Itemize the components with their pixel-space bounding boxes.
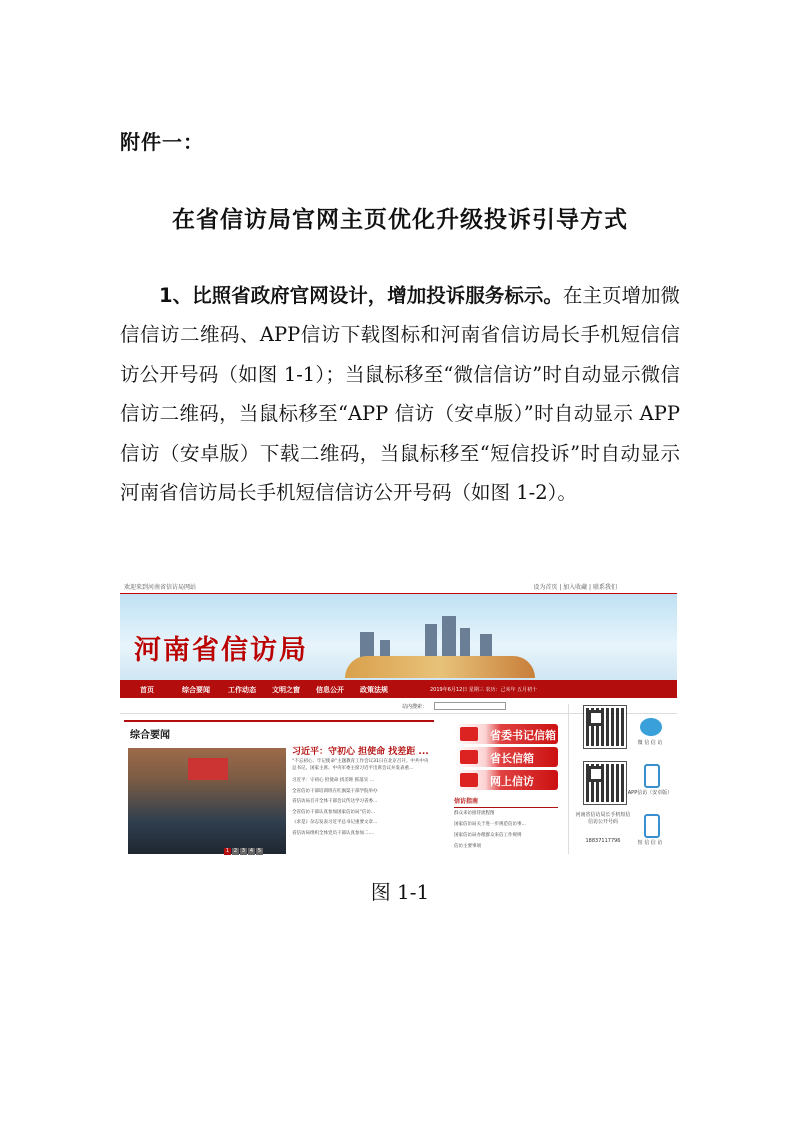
list-item[interactable]: 省信访局组织全体党员干部认真参加二.... [292,830,375,836]
list-item[interactable]: 全省信访干部认真参加国家信访局“信访... [292,809,376,815]
site-topbar [120,578,677,594]
list-item[interactable]: 国家信访局办理群众来信工作规则 [454,833,522,838]
pager-item[interactable]: 3 [241,848,246,854]
topbar-links[interactable]: 设为首页 | 加入收藏 | 联系我们 [533,584,617,591]
list-item[interactable]: 省信访局召开全体干部会议传达学习省委... [292,799,378,804]
welcome-text: 欢迎来到河南省信访局网站 [124,584,197,591]
website-screenshot-figure [120,578,677,861]
news-summary: “不忘初心、牢记使命”主题教育工作会议31日在北京召开。中共中央总书记、国家主席、中央军委主席习近平出席会议并发表重... [292,759,429,771]
news-list [292,746,432,839]
mailbox-online[interactable] [454,770,558,790]
app-label[interactable]: APP信访（安卓版） [627,790,673,796]
mailbox-governor[interactable] [454,747,558,767]
site-banner [120,594,677,680]
mailbox-label: 网上信访 [490,775,534,788]
building-dome-image [345,656,535,678]
list-item[interactable]: 全省信访干部培训班在红旗渠干部学院举办 [292,788,378,794]
mailbox-secretary[interactable] [454,724,558,744]
site-logo: 河南省信访局 [134,635,308,666]
wechat-qr-code [584,706,626,748]
mailbox-links [454,724,558,793]
pager-item[interactable]: 1 [225,848,230,854]
list-item[interactable]: 《求是》杂志发表习近平总书记重要文章... [292,820,378,825]
mailbox-label: 省委书记信箱 [490,729,556,742]
list-item[interactable]: 国家信访局关于进一步规范信访事... [454,822,526,827]
attachment-label: 附件一： [120,130,204,154]
figure-caption: 图 1-1 [370,880,430,904]
sms-label[interactable]: 短 信 信 访 [637,840,663,846]
news-section-title: 综合要闻 [130,730,170,741]
pager-item[interactable]: 4 [249,848,254,854]
search-input[interactable] [434,702,506,710]
sms-phone-number: 18837117796 [585,838,621,844]
envelope-icon [460,750,478,764]
search-label: 站内搜索： [402,704,428,710]
site-nav [120,680,677,698]
body-paragraph [120,276,680,512]
sms-phone-icon[interactable] [644,814,660,838]
nav-item[interactable]: 政策法规 [360,686,388,694]
paragraph-body: 在主页增加微信信访二维码、APP信访下载图标和河南省信访局长手机短信信访公开号码（如图 1-1）；当鼠标移至“微信信访”时自动显示微信信访二维码，当鼠标移至“APP 信访（安卓版）”时自动显示 APP 信访（安卓版）下载二维码，当鼠标移至“短信投诉”时自动显示河南省信访局长手机短信信访公开号码（如图 1-2）。 [120,284,680,505]
nav-item[interactable]: 信息公开 [316,686,344,694]
list-item[interactable]: 群众来访接待流程图 [454,811,495,816]
guide-title: 信访指南 [454,796,558,808]
guide-list [454,796,558,852]
paragraph-lead: 1、比照省政府官网设计，增加投诉服务标示。 [159,284,563,307]
mailbox-label: 省长信箱 [490,752,534,765]
wechat-icon[interactable] [640,718,662,736]
app-qr-code [584,762,626,804]
phone-icon[interactable] [644,764,660,788]
nav-item[interactable]: 工作动态 [228,686,256,694]
pager-item[interactable]: 2 [233,848,238,854]
nav-item[interactable]: 首页 [140,686,154,694]
list-item[interactable]: 习近平：守初心 担使命 找差距 抓落实 ... [292,778,375,783]
envelope-icon [460,727,478,741]
nav-item[interactable]: 文明之窗 [272,686,300,694]
photo-pager [224,848,264,855]
wechat-label[interactable]: 微 信 信 访 [637,740,663,746]
news-photo[interactable] [128,748,286,854]
news-headline[interactable]: 习近平：守初心 担使命 找差距 ... [292,747,429,757]
director-sms-line: 河南省信访局长手机短信信访公开号码 [575,812,631,825]
date-text: 2019年6月12日 星期三 农历：己亥年 五月初十 [430,687,538,693]
list-item[interactable]: 信访主要事项 [454,844,481,849]
page-title: 在省信访局官网主页优化升级投诉引导方式 [172,207,628,233]
news-section-header [124,720,434,746]
pager-item[interactable]: 5 [257,848,262,854]
envelope-icon [460,773,478,787]
nav-item[interactable]: 综合要闻 [182,686,210,694]
